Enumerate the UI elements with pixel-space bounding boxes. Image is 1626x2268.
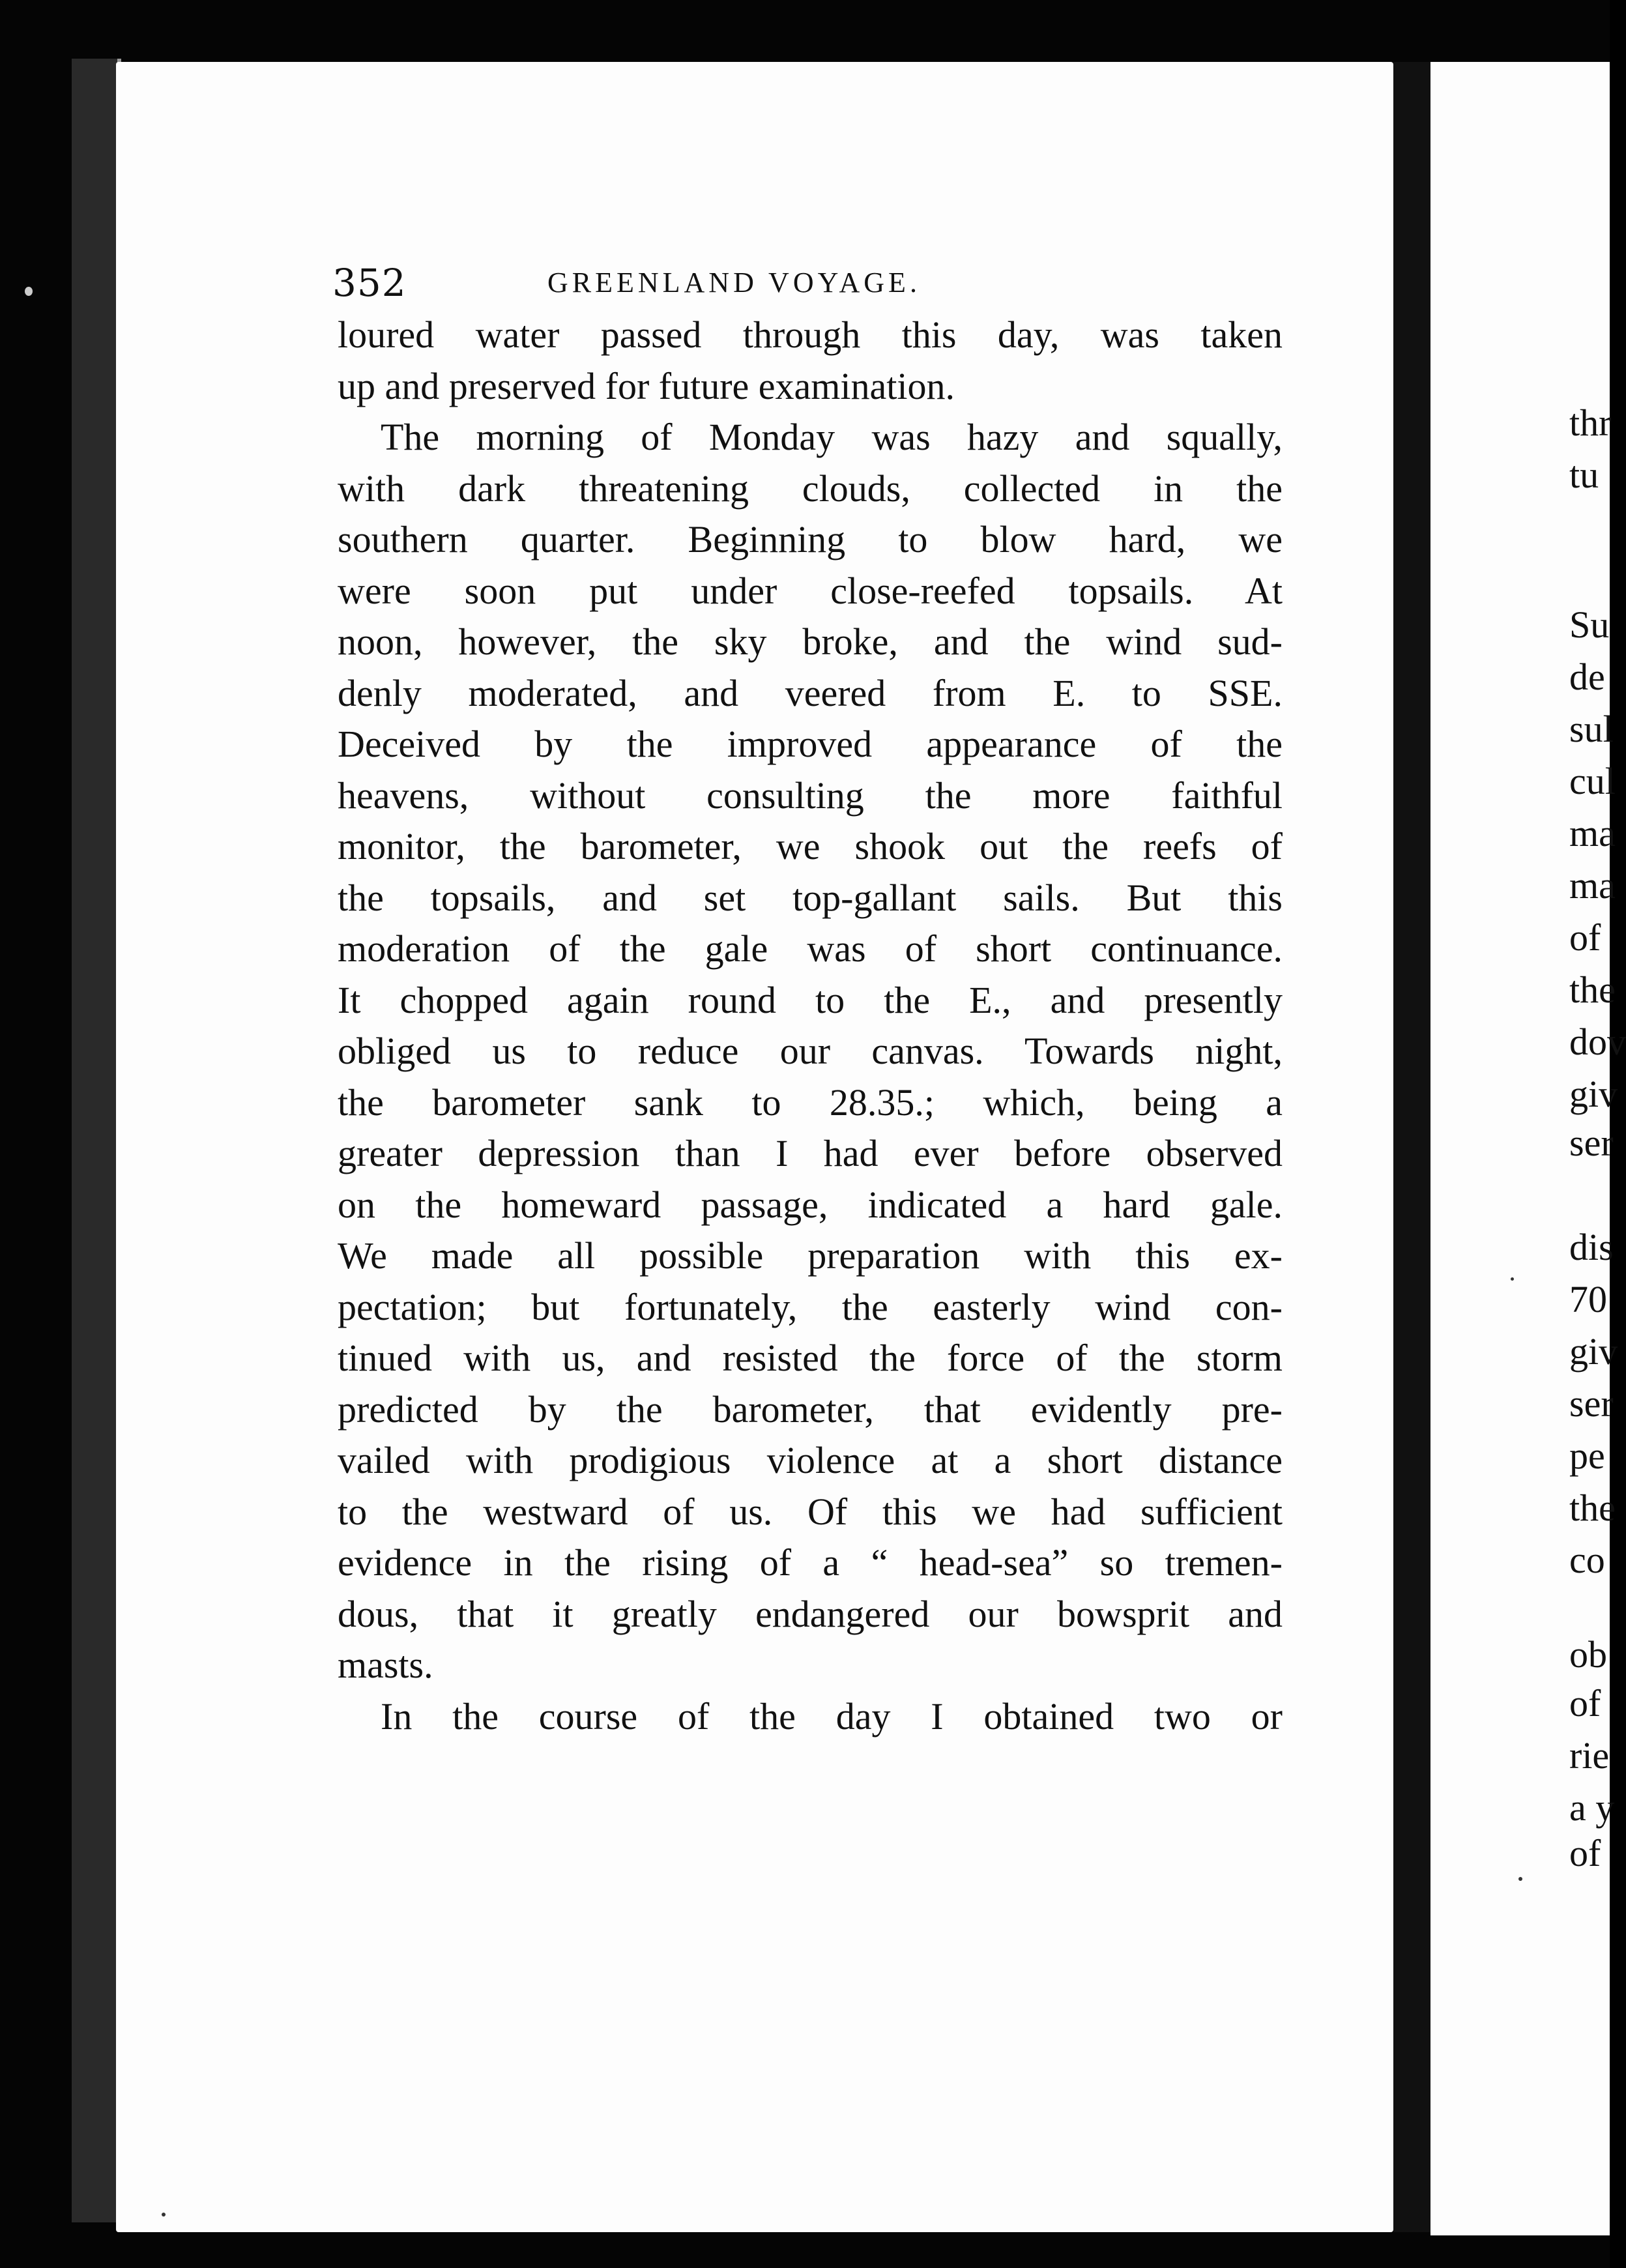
fragment: thr bbox=[1569, 401, 1612, 444]
fragment: cul bbox=[1569, 760, 1616, 802]
scan-speck bbox=[1511, 1277, 1514, 1281]
text-line: southern quarter. Beginning to blow hard, we bbox=[338, 518, 1283, 560]
fragment: tu bbox=[1569, 454, 1599, 496]
text-line: tinued with us, and resisted the force of the storm bbox=[338, 1337, 1283, 1379]
fragment: a y bbox=[1569, 1786, 1615, 1829]
scan-speck bbox=[1518, 1877, 1522, 1881]
scan-speck bbox=[25, 287, 33, 296]
fragment: dov bbox=[1569, 1021, 1626, 1063]
fragment: of bbox=[1569, 916, 1601, 959]
gutter-shadow bbox=[1393, 62, 1432, 2232]
text-line: The morning of Monday was hazy and squally, bbox=[381, 416, 1283, 458]
fragment: giv bbox=[1569, 1330, 1618, 1373]
text-line: noon, however, the sky broke, and the wind sud- bbox=[338, 620, 1283, 663]
text-line: heavens, without consulting the more faithful bbox=[338, 774, 1283, 817]
text-line: vailed with prodigious violence at a short distance bbox=[338, 1439, 1283, 1481]
fragment: Su bbox=[1569, 603, 1610, 646]
fragment: 70 bbox=[1569, 1278, 1607, 1320]
text-line: the topsails, and set top-gallant sails. But this bbox=[338, 876, 1283, 919]
running-title: GREENLAND VOYAGE. bbox=[547, 267, 921, 298]
fragment: ma bbox=[1569, 812, 1616, 854]
fragment: ser bbox=[1569, 1382, 1614, 1425]
fragment: de bbox=[1569, 656, 1605, 698]
text-line: monitor, the barometer, we shook out the reefs of bbox=[338, 825, 1283, 867]
text-line: obliged us to reduce our canvas. Towards night, bbox=[338, 1030, 1283, 1072]
fragment: rie bbox=[1569, 1734, 1610, 1777]
text-line: pectation; but fortunately, the easterly wind con- bbox=[338, 1285, 1283, 1328]
fragment: co bbox=[1569, 1539, 1605, 1581]
text-line: the barometer sank to 28.35.; which, being a bbox=[338, 1081, 1283, 1124]
fragment: pe bbox=[1569, 1434, 1605, 1477]
body-text bbox=[338, 310, 1283, 1742]
fragment: of bbox=[1569, 1682, 1601, 1724]
text-line: greater depression than I had ever before observed bbox=[338, 1132, 1283, 1174]
fragment: ob bbox=[1569, 1633, 1607, 1676]
text-line: We made all possible preparation with this ex- bbox=[338, 1234, 1283, 1277]
text-line: masts. bbox=[338, 1644, 433, 1686]
fragment: sul bbox=[1569, 708, 1614, 750]
fragment: of bbox=[1569, 1832, 1601, 1874]
fragment: the bbox=[1569, 1487, 1616, 1529]
text-line: on the homeward passage, indicated a hard gale. bbox=[338, 1183, 1283, 1226]
fragment: the bbox=[1569, 968, 1616, 1011]
text-line: loured water passed through this day, was taken bbox=[338, 313, 1283, 356]
fragment: ser bbox=[1569, 1122, 1614, 1164]
text-line: Deceived by the improved appearance of the bbox=[338, 723, 1283, 765]
fragment: dis bbox=[1569, 1226, 1614, 1268]
text-line: evidence in the rising of a “ head-sea” so tremen- bbox=[338, 1541, 1283, 1584]
text-line: In the course of the day I obtained two or bbox=[381, 1694, 1283, 1737]
text-line: with dark threatening clouds, collected in the bbox=[338, 467, 1283, 510]
scan-speck bbox=[162, 2213, 166, 2217]
text-line: denly moderated, and veered from E. to SSE. bbox=[338, 671, 1283, 714]
fragment: giv bbox=[1569, 1073, 1618, 1115]
text-line: moderation of the gale was of short continuance. bbox=[338, 927, 1283, 970]
text-line: dous, that it greatly endangered our bowsprit and bbox=[338, 1592, 1283, 1635]
text-line: were soon put under close-reefed topsails. At bbox=[338, 569, 1283, 612]
text-line: to the westward of us. Of this we had sufficient bbox=[338, 1490, 1283, 1533]
text-line: up and preserved for future examination. bbox=[338, 364, 955, 407]
text-line: predicted by the barometer, that evidently pre- bbox=[338, 1388, 1283, 1431]
fragment: ma bbox=[1569, 864, 1616, 907]
binding-edge bbox=[72, 59, 121, 2222]
text-line: It chopped again round to the E., and presently bbox=[338, 978, 1283, 1021]
page-number: 352 bbox=[332, 261, 407, 305]
